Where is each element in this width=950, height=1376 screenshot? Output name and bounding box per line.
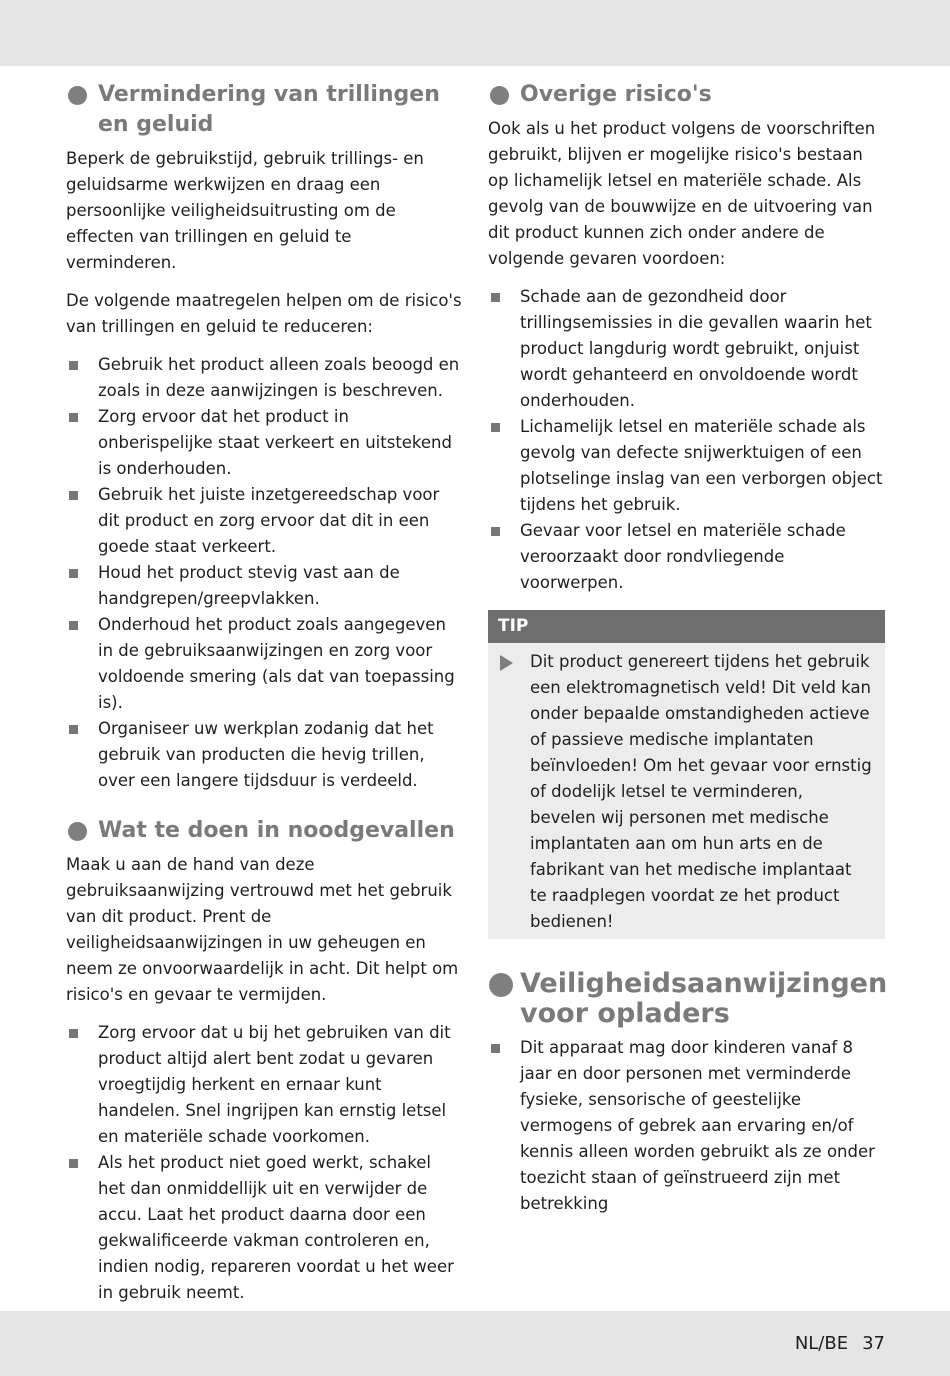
paragraph: De volgende maatregelen helpen om de risico's van trillingen en geluid te reduceren: [66, 291, 462, 336]
list-item [66, 352, 462, 404]
heading-opladers [488, 969, 886, 1029]
square-bullet-icon [69, 1159, 78, 1168]
tip-body [488, 643, 885, 939]
paragraph: Maak u aan de hand van deze gebruiksaanwijzing vertrouwd met het gebruik van dit product. Prent de veiligheidsaanwijzingen in uw geheugen en neem ze onvoorwaardelijk in acht. Dit helpt om risico's en gevaar te vermijden. [66, 855, 459, 1004]
list-item [66, 612, 462, 716]
list-item-text: Organiseer uw werkplan zodanig dat het gebruik van producten die hevig trillen, over een langere tijdsduur is verdeeld. [98, 719, 434, 790]
bullet-list [488, 1035, 886, 1217]
bullet-circle-icon [489, 973, 513, 997]
list-item [66, 716, 462, 794]
paragraph: Beperk de gebruikstijd, gebruik trillings- en geluidsarme werkwijzen en draag een persoonlijke veiligheidsuitrusting om de effecten van trillingen en geluid te verminderen. [66, 149, 424, 272]
square-bullet-icon [69, 413, 78, 422]
square-bullet-icon [491, 293, 500, 302]
list-item-text: Als het product niet goed werkt, schakel het dan onmiddellijk uit en verwijder de accu. Laat het product daarna door een gekwalificeerde vakman controleren en, indien nodig, repareren voordat u het weer in gebruik neemt. [98, 1153, 454, 1302]
list-item [66, 1150, 462, 1306]
heading-text: Veiligheidsaanwijzingen voor opladers [520, 968, 888, 1029]
page-number: 37 [862, 1333, 885, 1354]
square-bullet-icon [491, 1044, 500, 1053]
left-column [66, 80, 462, 1320]
list-item-text: Onderhoud het product zoals aangegeven in de gebruiksaanwijzingen en zorg voor voldoende smering (als dat van toepassing is). [98, 615, 455, 712]
square-bullet-icon [69, 569, 78, 578]
tip-box [488, 610, 885, 939]
list-item [66, 560, 462, 612]
square-bullet-icon [69, 621, 78, 630]
list-item [66, 1020, 462, 1150]
list-item-text: Zorg ervoor dat u bij het gebruiken van dit product altijd alert bent zodat u gevaren vroegtijdig herkent en ernaar kunt handelen. Snel ingrijpen kan ernstig letsel en materiële schade voorkomen. [98, 1023, 451, 1146]
list-item [488, 1035, 886, 1217]
tip-label: TIP [488, 610, 885, 643]
list-item-text: Zorg ervoor dat het product in onberispelijke staat verkeert en uitstekend is onderhouden. [98, 407, 452, 478]
list-item-text: Gebruik het product alleen zoals beoogd en zoals in deze aanwijzingen is beschreven. [98, 355, 460, 400]
list-item-text: Gebruik het juiste inzetgereedschap voor dit product en zorg ervoor dat dit in een goede staat verkeert. [98, 485, 440, 556]
square-bullet-icon [491, 423, 500, 432]
heading-text: Overige risico's [520, 82, 712, 107]
list-item [66, 404, 462, 482]
list-item-text: Gevaar voor letsel en materiële schade veroorzaakt door rondvliegende voorwerpen. [520, 521, 846, 592]
paragraph: Ook als u het product volgens de voorschriften gebruikt, blijven er mogelijke risico's bestaan op lichamelijk letsel en materiële schade. Als gevolg van de bouwwijze en de uitvoering van dit product kunnen zich onder andere de volgende gevaren voordoen: [488, 119, 876, 268]
square-bullet-icon [69, 361, 78, 370]
top-band [0, 0, 950, 66]
heading-trillingen [66, 80, 462, 140]
list-item [488, 284, 886, 414]
list-item [488, 414, 886, 518]
bullet-list [66, 1020, 462, 1306]
square-bullet-icon [69, 1029, 78, 1038]
heading-text: Wat te doen in noodgevallen [98, 818, 455, 843]
list-item-text: Dit apparaat mag door kinderen vanaf 8 jaar en door personen met verminderde fysieke, sensorische of geestelijke vermogens of gebrek aan ervaring en/of kennis alleen worden gebruikt als ze onder toezicht staan of geïnstrueerd zijn met betrekking [520, 1038, 875, 1213]
tip-text: Dit product genereert tijdens het gebruik een elektromagnetisch veld! Dit veld kan onder bepaalde omstandigheden actieve of passieve medische implantaten beïnvloeden! Om het gevaar voor ernstig of dodelijk letsel te verminderen, bevelen wij personen met medische implantaten aan om hun arts en de fabrikant van het medische implantaat te raadplegen voordat ze het product bedienen! [530, 652, 872, 931]
list-item [66, 482, 462, 560]
square-bullet-icon [69, 725, 78, 734]
list-item-text: Lichamelijk letsel en materiële schade als gevolg van defecte snijwerktuigen of een plotselinge inslag van een verborgen object tijdens het gebruik. [520, 417, 883, 514]
bullet-list [488, 284, 886, 596]
bullet-list [66, 352, 462, 794]
list-item-text: Schade aan de gezondheid door trillingsemissies in die gevallen waarin het product langdurig wordt gebruikt, onjuist wordt gehanteerd en onvoldoende wordt onderhouden. [520, 287, 872, 410]
list-item [488, 518, 886, 596]
triangle-right-icon [500, 655, 513, 671]
bullet-circle-icon [68, 822, 87, 841]
right-column [488, 80, 886, 1231]
square-bullet-icon [491, 527, 500, 536]
square-bullet-icon [69, 491, 78, 500]
heading-overige-risicos [488, 80, 886, 110]
locale-label: NL/BE [794, 1333, 849, 1354]
page-footer [770, 1333, 885, 1354]
heading-noodgevallen [66, 816, 462, 846]
bullet-circle-icon [490, 86, 509, 105]
bullet-circle-icon [68, 86, 87, 105]
list-item-text: Houd het product stevig vast aan de handgrepen/greepvlakken. [98, 563, 400, 608]
heading-text: Vermindering van trillingen en geluid [98, 82, 440, 137]
